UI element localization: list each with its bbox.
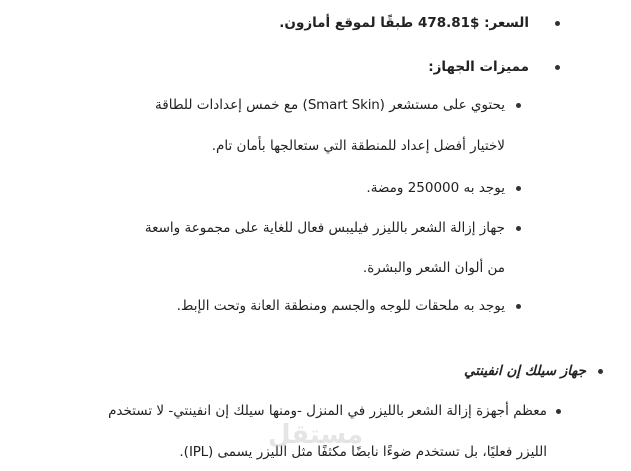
list-bullet: [556, 409, 561, 414]
features-heading: مميزات الجهاز:: [428, 59, 529, 75]
feature-2: يوجد به 250000 ومضة.: [366, 180, 505, 196]
feature-3-line-1: جهاز إزالة الشعر بالليزر فيليبس فعال للغاية على مجموعة واسعة: [144, 220, 505, 236]
feature-1-line-2: لاختيار أفضل إعداد للمنطقة التي ستعالجها بأمان تام.: [211, 138, 505, 154]
list-bullet: [516, 226, 521, 231]
list-bullet: [516, 186, 521, 191]
product-2-heading: جهاز سيلك إن انفينتي: [463, 363, 586, 379]
price-text: السعر: $478.81 طبقًا لموقع أمازون.: [279, 15, 529, 31]
list-bullet: [555, 21, 560, 26]
price-line: [279, 13, 529, 33]
watermark-logo: مستقل: [268, 420, 364, 450]
feature-3-line-2: من ألوان الشعر والبشرة.: [362, 260, 505, 276]
product-2-desc-line-1: معظم أجهزة إزالة الشعر بالليزر في المنزل -ومنها سيلك إن انفينتي- لا تستخدم: [108, 403, 547, 419]
list-bullet: [516, 304, 521, 309]
list-bullet: [598, 369, 603, 374]
list-bullet: [555, 65, 560, 70]
feature-4: يوجد به ملحقات للوجه والجسم ومنطقة العانة وتحت الإبط.: [176, 298, 505, 314]
feature-1-line-1: يحتوي على مستشعر (Smart Skin) مع خمس إعدادات للطاقة: [155, 97, 505, 113]
list-bullet: [516, 103, 521, 108]
product-2-desc-line-2: الليزر فعليًا، بل تستخدم ضوءًا نابضًا مكثفًا مثل الليزر يسمى (IPL).: [179, 444, 547, 460]
